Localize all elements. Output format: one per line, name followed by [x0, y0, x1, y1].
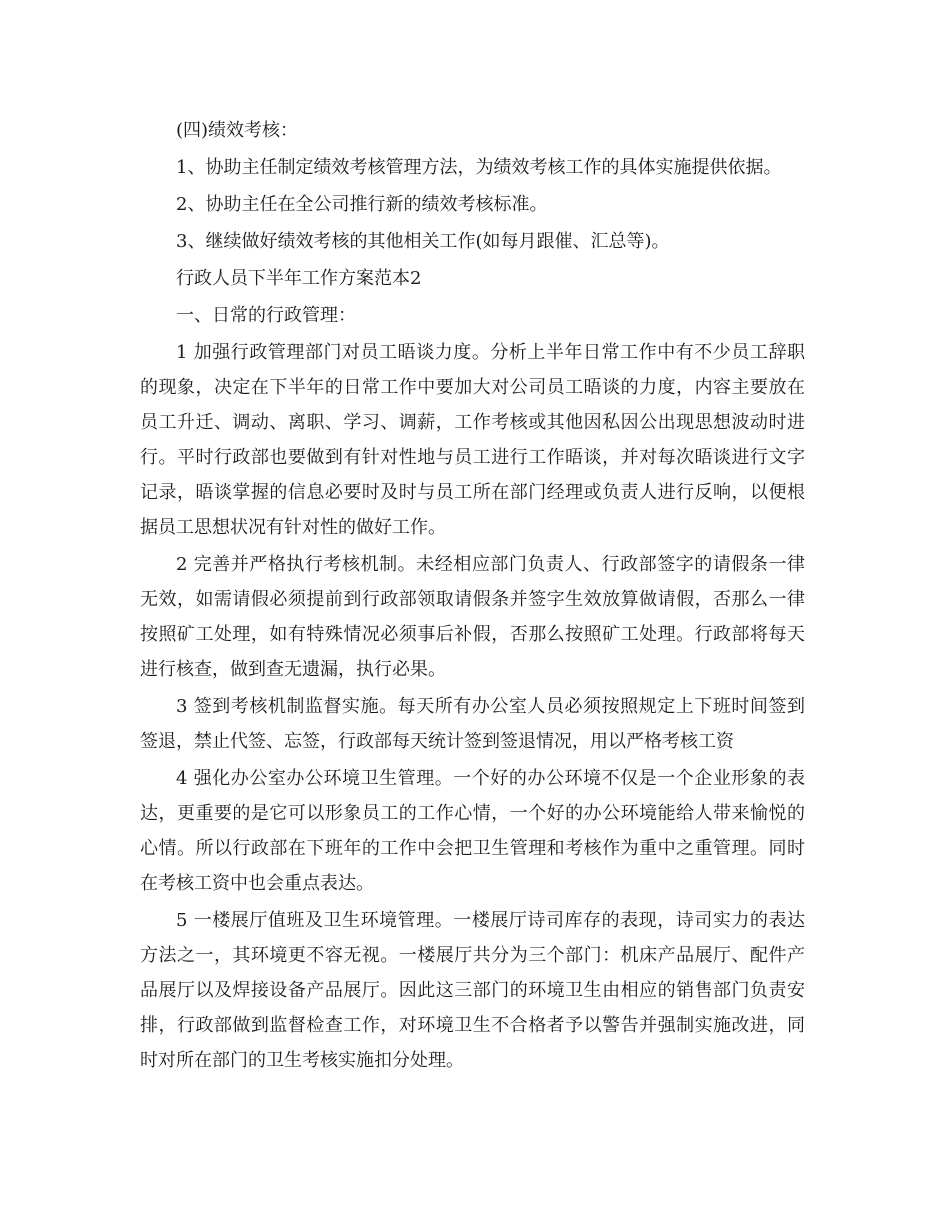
section-heading-daily-admin: 一、日常的行政管理： — [176, 305, 356, 326]
body-paragraph: 3 签到考核机制监督实施。每天所有办公室人员必须按照规定上下班时间签到签退，禁止代签、忘签，行政部每天统计签到签退情况，用以严格考核工资 — [140, 696, 805, 752]
document-subtitle: 行政人员下半年工作方案范本2 — [176, 268, 422, 289]
body-paragraph: 2 完善并严格执行考核机制。未经相应部门负责人、行政部签字的请假条一律无效，如需请假必须提前到行政部领取请假条并签字生效放算做请假，否那么一律按照矿工处理，如有特殊情况必须事后补假，否那么按照矿工处理。行政部将每天进行核查，做到查无遗漏，执行必果。 — [140, 554, 805, 680]
document-body — [140, 113, 805, 1078]
body-paragraph: 5 一楼展厅值班及卫生环境管理。一楼展厅诗司库存的表现，诗司实力的表达方法之一，其环境更不容无视。一楼展厅共分为三个部门：机床产品展厅、配件产品展厅以及焊接设备产品展厅。因此这三部门的环境卫生由相应的销售部门负责安排，行政部做到监督检查工作，对环境卫生不合格者予以警告并强制实施改进，同时对所在部门的卫生考核实施扣分处理。 — [140, 910, 805, 1071]
body-paragraph: 4 强化办公室办公环境卫生管理。一个好的办公环境不仅是一个企业形象的表达，更重要的是它可以形象员工的工作心情，一个好的办公环境能给人带来愉悦的心情。所以行政部在下班年的工作中会把卫生管理和考核作为重中之重管理。同时在考核工资中也会重点表达。 — [140, 768, 805, 894]
section-heading-performance: (四)绩效考核： — [176, 120, 299, 141]
body-paragraph: 1 加强行政管理部门对员工晤谈力度。分析上半年日常工作中有不少员工辞职的现象，决定在下半年的日常工作中要加大对公司员工晤谈的力度，内容主要放在员工升迁、调动、离职、学习、调薪，工作考核或其他因私因公出现思想波动时进行。平时行政部也要做到有针对性地与员工进行工作晤谈，并对每次晤谈进行文字记录，晤谈掌握的信息必要时及时与员工所在部门经理或负责人进行反响，以便根据员工思想状况有针对性的做好工作。 — [140, 342, 805, 538]
list-item: 2、协助主任在全公司推行新的绩效考核标准。 — [176, 194, 548, 215]
list-item: 1、协助主任制定绩效考核管理方法，为绩效考核工作的具体实施提供依据。 — [176, 157, 782, 178]
list-item: 3、继续做好绩效考核的其他相关工作(如每月跟催、汇总等)。 — [176, 231, 670, 252]
